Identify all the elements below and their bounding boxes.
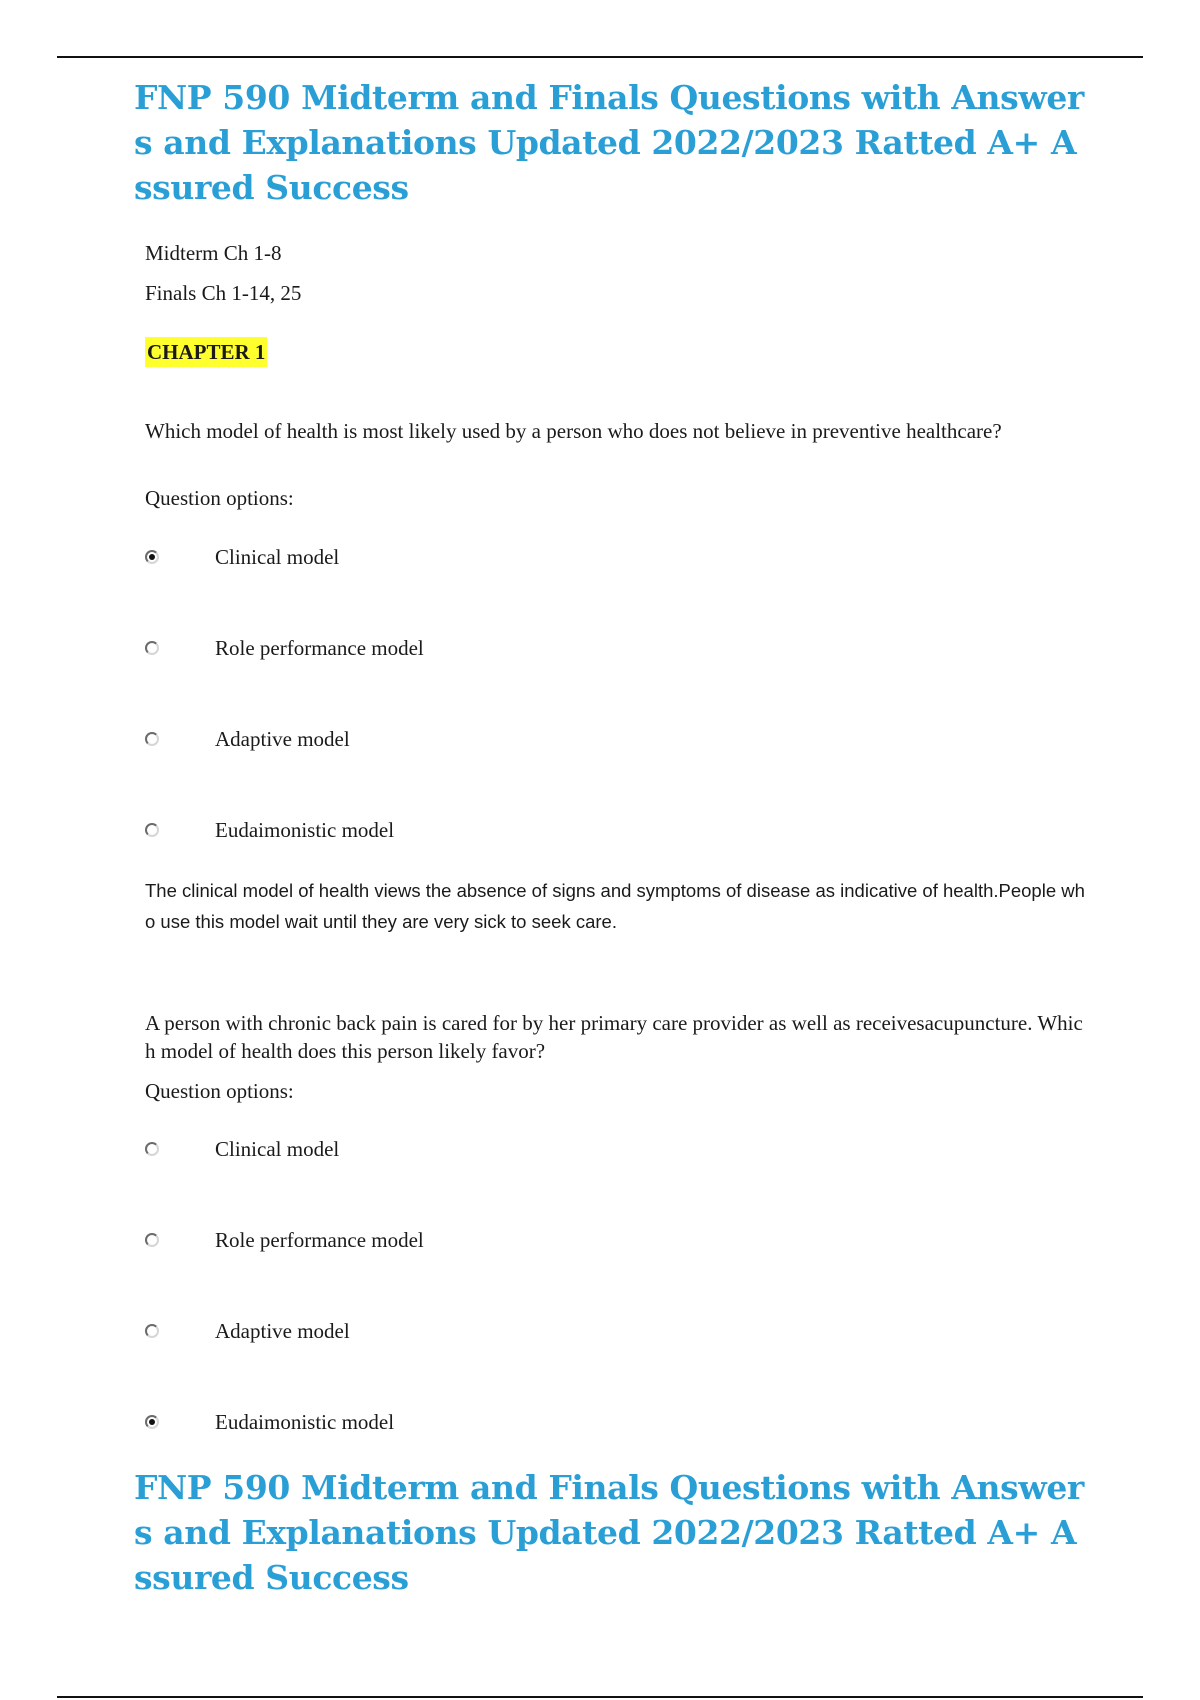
- option-label: Adaptive model: [215, 727, 350, 751]
- question-2-text: A person with chronic back pain is cared for by her primary care provider as well as receivesacupuncture. Which model of health does this person likely favor?: [145, 1011, 1083, 1063]
- finals-chapters: Finals Ch 1-14, 25: [145, 281, 302, 305]
- option-label: Eudaimonistic model: [215, 818, 395, 842]
- radio-unselected-icon[interactable]: [145, 823, 159, 837]
- question-2-option-eudaimonistic[interactable]: [145, 1407, 395, 1437]
- question-1-explanation: The clinical model of health views the absence of signs and symptoms of disease as indicative of health.People who use this model wait until they are very sick to seek care.: [145, 880, 1085, 932]
- bottom-rule: [57, 1696, 1143, 1698]
- option-label: Role performance model: [215, 1228, 424, 1252]
- radio-unselected-icon[interactable]: [145, 1233, 159, 1247]
- radio-selected-icon[interactable]: [145, 550, 159, 564]
- question-2-option-adaptive[interactable]: [145, 1316, 350, 1346]
- option-label: Role performance model: [215, 636, 424, 660]
- radio-unselected-icon[interactable]: [145, 1324, 159, 1338]
- question-1-option-eudaimonistic[interactable]: [145, 815, 395, 845]
- question-2-options-label: Question options:: [145, 1079, 294, 1103]
- document-title-repeat: FNP 590 Midterm and Finals Questions with Answers and Explanations Updated 2022/2023 Ratted A+ Assured Success: [134, 1468, 1084, 1597]
- question-1-option-clinical[interactable]: [145, 542, 340, 572]
- question-2-option-role-performance[interactable]: [145, 1225, 424, 1255]
- chapter-heading: CHAPTER 1: [145, 337, 267, 367]
- option-label: Eudaimonistic model: [215, 1410, 395, 1434]
- option-label: Clinical model: [215, 545, 340, 569]
- question-1-text: Which model of health is most likely used by a person who does not believe in preventive healthcare?: [145, 419, 1002, 443]
- radio-unselected-icon[interactable]: [145, 641, 159, 655]
- question-1-options-label: Question options:: [145, 486, 294, 510]
- top-rule: [57, 56, 1143, 58]
- question-1-option-role-performance[interactable]: [145, 633, 424, 663]
- radio-unselected-icon[interactable]: [145, 1142, 159, 1156]
- option-label: Clinical model: [215, 1137, 340, 1161]
- option-label: Adaptive model: [215, 1319, 350, 1343]
- radio-unselected-icon[interactable]: [145, 732, 159, 746]
- radio-selected-icon[interactable]: [145, 1415, 159, 1429]
- document-title: FNP 590 Midterm and Finals Questions with Answers and Explanations Updated 2022/2023 Ratted A+ Assured Success: [134, 78, 1084, 207]
- question-1-option-adaptive[interactable]: [145, 724, 350, 754]
- midterm-chapters: Midterm Ch 1-8: [145, 241, 282, 265]
- question-2-option-clinical[interactable]: [145, 1134, 340, 1164]
